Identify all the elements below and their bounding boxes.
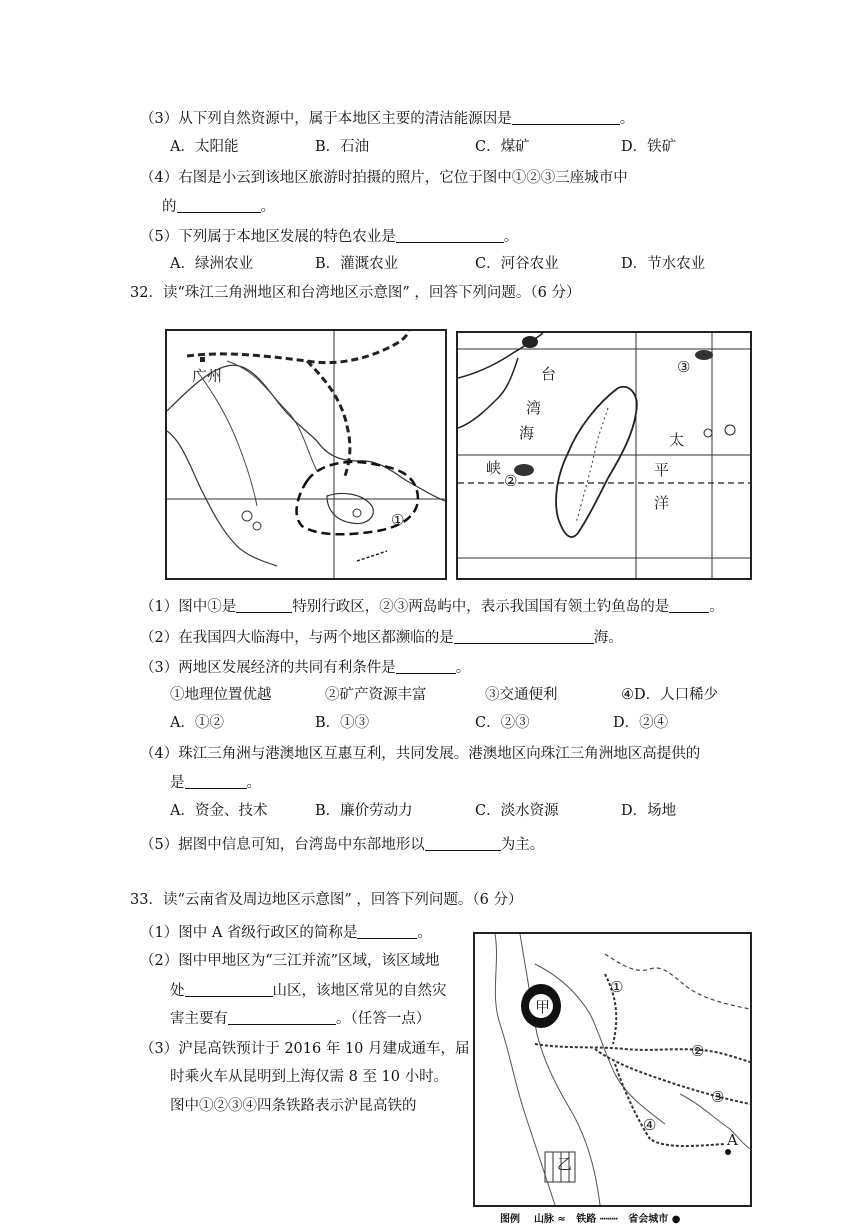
q33-s3-line3: 图中①②③④四条铁路表示沪昆高铁的 [170,1098,417,1114]
railway [595,1049,750,1104]
diaoyu-island [695,350,713,360]
marker-4: ④ [643,1116,657,1134]
q32-s4-option-b[interactable]: B．廉价劳动力 [315,803,413,819]
q32-s3-item-1: ①地理位置优越 [170,687,272,703]
island [522,336,538,348]
legend-title: 图例 [500,1214,520,1225]
q32-s4-option-a[interactable]: A．资金、技术 [170,803,268,819]
q32-s2: （2）在我国四大临海中，与两个地区都濒临的是 海。 [140,630,623,646]
q32-s3-option-b[interactable]: B．①③ [315,715,370,731]
answer-blank[interactable] [177,198,261,213]
answer-blank[interactable] [669,598,709,613]
q32-s3-option-a[interactable]: A．①② [170,715,224,731]
answer-blank[interactable] [396,228,504,243]
q32-s3-option-d[interactable]: D．②④ [613,715,669,731]
q33-s1: （1）图中 A 省级行政区的简称是 。 [140,925,432,941]
q32-s4-line1: （4）珠江三角洲与港澳地区互惠互利，共同发展。港澳地区向珠江三角洲地区高提供的 [140,746,701,762]
q33-s2-line1: （2）图中甲地区为“三江并流”区域，该区域地 [140,953,440,969]
railway [615,1064,725,1146]
answer-blank[interactable] [454,629,594,644]
q33-s2-line3: 害主要有 。（任答一点） [170,1011,431,1027]
q32-s5: （5）据图中信息可知，台湾岛中东部地形以 为主。 [140,837,545,853]
q31-s3-option-a[interactable]: A．太阳能 [170,139,239,155]
q31-s4-line1: （4）右图是小云到该地区旅游时拍摄的照片，它位于图中①②③三座城市中 [140,170,628,186]
label-pacific-1: 太 [669,431,685,449]
city-marker [200,357,205,362]
q32-s4-option-d[interactable]: D．场地 [621,803,677,819]
legend-mountain: 山脉 [533,1214,554,1225]
river [495,934,555,1205]
answer-blank[interactable] [425,836,501,851]
taiwan-island [556,387,637,537]
island [353,509,361,517]
answer-blank[interactable] [396,659,456,674]
q31-s3-option-d[interactable]: D．铁矿 [621,139,677,155]
marker-1: ① [610,978,624,996]
legend-capital: 省会城市 [628,1214,669,1225]
q33-title: 33．读“云南省及周边地区示意图” ，回答下列问题。（6 分） [130,892,523,908]
island [704,429,712,437]
q32-s1: （1）图中①是 特别行政区，②③两岛屿中，表示我国国有领土钓鱼岛的是 。 [140,599,724,615]
q31-s4-line2: 的 。 [162,199,275,215]
yunnan-svg [475,934,750,1205]
q33-s2-line2: 处 山区，该地区常见的自然灾 [170,983,447,999]
label-wan: 湾 [526,399,542,417]
island [725,425,735,435]
label-tai: 台 [541,365,557,383]
answer-blank[interactable] [185,774,247,789]
q31-s3: （3）从下列自然资源中，属于本地区主要的清洁能源因是 。 [140,111,635,127]
q31-s5-option-b[interactable]: B．灌溉农业 [315,256,399,272]
q32-title: 32．读“珠江三角洲地区和台湾地区示意图” ，回答下列问题。（6 分） [130,285,581,301]
label-a: A [727,1131,738,1149]
q31-s5-option-d[interactable]: D．节水农业 [621,256,706,272]
label-pacific-2: 平 [654,461,670,479]
q33-s3-line2: 时乘火车从昆明到上海仅需 8 至 10 小时。 [170,1069,449,1085]
marker-1: ① [391,511,405,529]
answer-blank[interactable] [236,598,292,613]
legend-railway: 铁路 [576,1214,597,1225]
island [242,511,252,521]
marker-3: ③ [711,1088,725,1106]
capital-city [725,1149,731,1155]
marker-2: ② [691,1042,705,1060]
yunnan-map [473,932,752,1207]
island [253,522,261,530]
map-legend [500,1210,680,1225]
railway [187,331,409,363]
q32-s4-line2: 是 。 [170,775,261,791]
q31-s5-option-a[interactable]: A．绿洲农业 [170,256,253,272]
q32-s3: （3）两地区发展经济的共同有利条件是 。 [140,660,471,676]
railway-symbol-icon: ┅┅┅ [599,1214,618,1225]
marker-3: ③ [677,358,691,376]
label-yi: 乙 [557,1155,573,1173]
mainland-coast [458,358,518,428]
q31-s3-option-c[interactable]: C．煤矿 [475,139,530,155]
q31-s3-option-b[interactable]: B．石油 [315,139,370,155]
label-xia: 峡 [486,459,502,477]
answer-blank[interactable] [357,924,417,939]
label-jia: 甲 [535,998,551,1016]
railway [307,361,350,476]
pearl-river-delta-svg [167,331,445,578]
boundary [605,954,750,1009]
answer-blank[interactable] [228,1010,336,1025]
q31-s5-option-c[interactable]: C．河谷农业 [475,256,559,272]
river [535,964,665,1124]
answer-blank[interactable] [512,110,620,125]
q32-s3-item-4: ④D．人口稀少 [621,687,719,703]
q32-s3-option-c[interactable]: C．②③ [475,715,530,731]
answer-blank[interactable] [185,982,273,997]
q31-s5: （5）下列属于本地区发展的特色农业是 。 [140,229,519,245]
city-label-guangzhou: 广州 [192,367,223,385]
q32-s3-item-3: ③交通便利 [485,687,558,703]
mountain-symbol-icon: ≈ [557,1214,566,1225]
label-hai: 海 [519,424,535,442]
railway [535,1044,750,1062]
taiwan-svg [458,333,750,578]
marker-2: ② [504,472,518,490]
capital-symbol-icon: ● [671,1214,681,1225]
river [227,361,317,471]
q33-s3-line1: （3）沪昆高铁预计于 2016 年 10 月建成通车，届 [140,1041,470,1057]
label-pacific-3: 洋 [654,494,670,512]
taiwan-map [456,331,752,580]
island [357,551,387,561]
q32-s4-option-c[interactable]: C．淡水资源 [475,803,559,819]
q32-s3-item-2: ②矿产资源丰富 [325,687,427,703]
river [197,371,257,506]
mountain-range [576,408,608,523]
pearl-river-delta-map [165,329,447,580]
